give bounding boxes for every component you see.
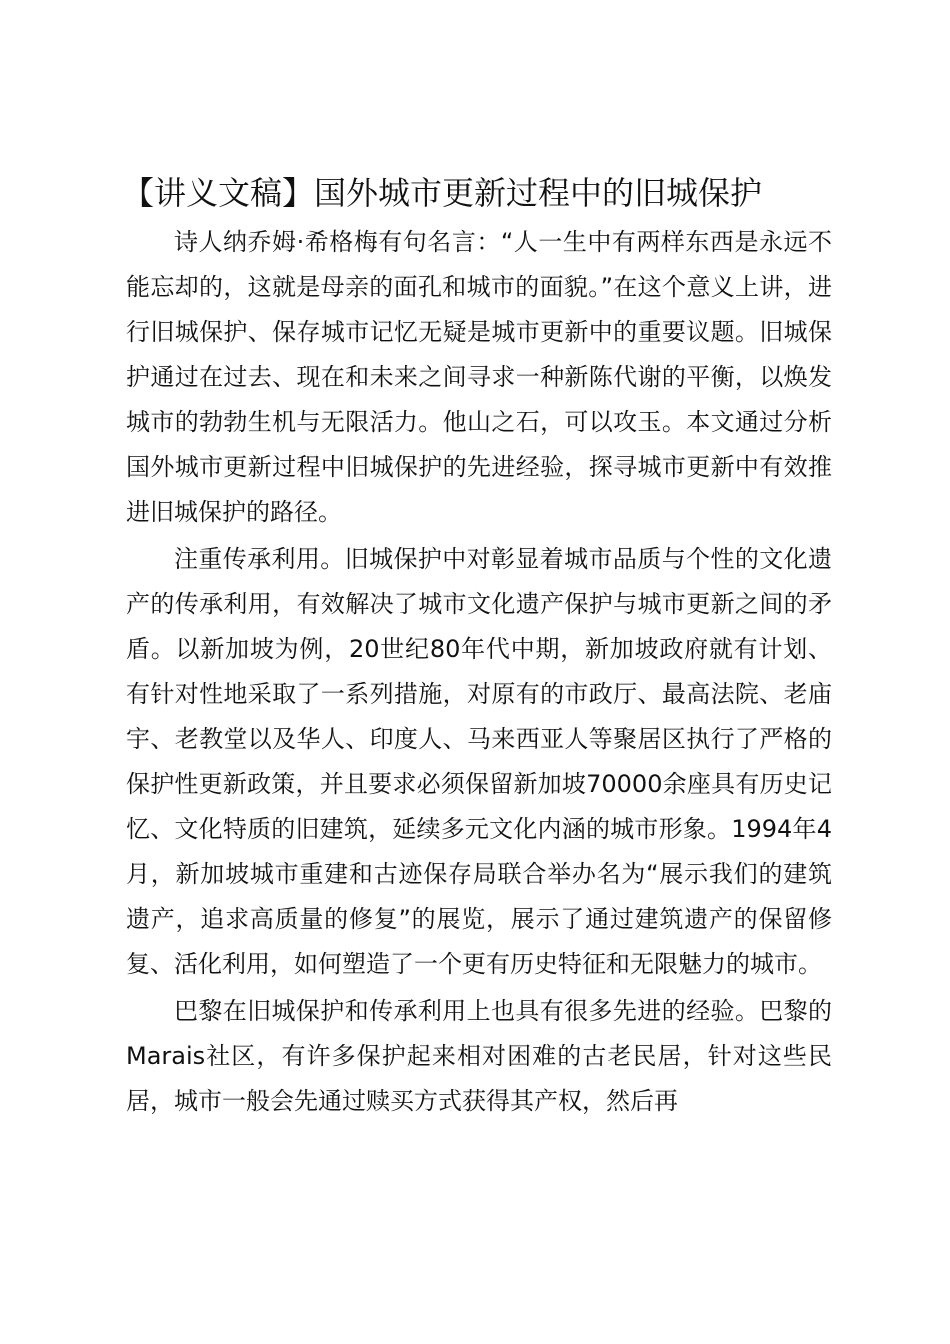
document-page [122,170,832,1126]
paragraph-paris: 巴黎在旧城保护和传承利用上也具有很多先进的经验。巴黎的Marais社区，有许多保护起来相对困难的古老民居，针对这些民居，城市一般会先通过赎买方式获得其产权，然后再 [126,997,832,1115]
document-title: 【讲义文稿】国外城市更新过程中的旧城保护 [122,174,763,212]
paragraph-singapore: 注重传承利用。旧城保护中对彰显着城市品质与个性的文化遗产的传承利用，有效解决了城市文化遗产保护与城市更新之间的矛盾。以新加坡为例，20世纪80年代中期，新加坡政府就有计划、有针对性地采取了一系列措施，对原有的市政厅、最高法院、老庙宇、老教堂以及华人、印度人、马来西亚人等聚居区执行了严格的保护性更新政策，并且要求必须保留新加坡70000余座具有历史记忆、文化特质的旧建筑，延续多元文化内涵的城市形象。1994年4月，新加坡城市重建和古迹保存局联合举办名为“展示我们的建筑遗产，追求高质量的修复”的展览，展示了通过建筑遗产的保留修复、活化利用，如何塑造了一个更有历史特征和无限魅力的城市。 [126,545,832,978]
paragraph-intro: 诗人纳乔姆·希格梅有句名言：“人一生中有两样东西是永远不能忘却的，这就是母亲的面孔和城市的面貌。”在这个意义上讲，进行旧城保护、保存城市记忆无疑是城市更新中的重要议题。旧城保护通过在过去、现在和未来之间寻求一种新陈代谢的平衡，以焕发城市的勃勃生机与无限活力。他山之石，可以攻玉。本文通过分析国外城市更新过程中旧城保护的先进经验，探寻城市更新中有效推进旧城保护的路径。 [126,228,832,526]
